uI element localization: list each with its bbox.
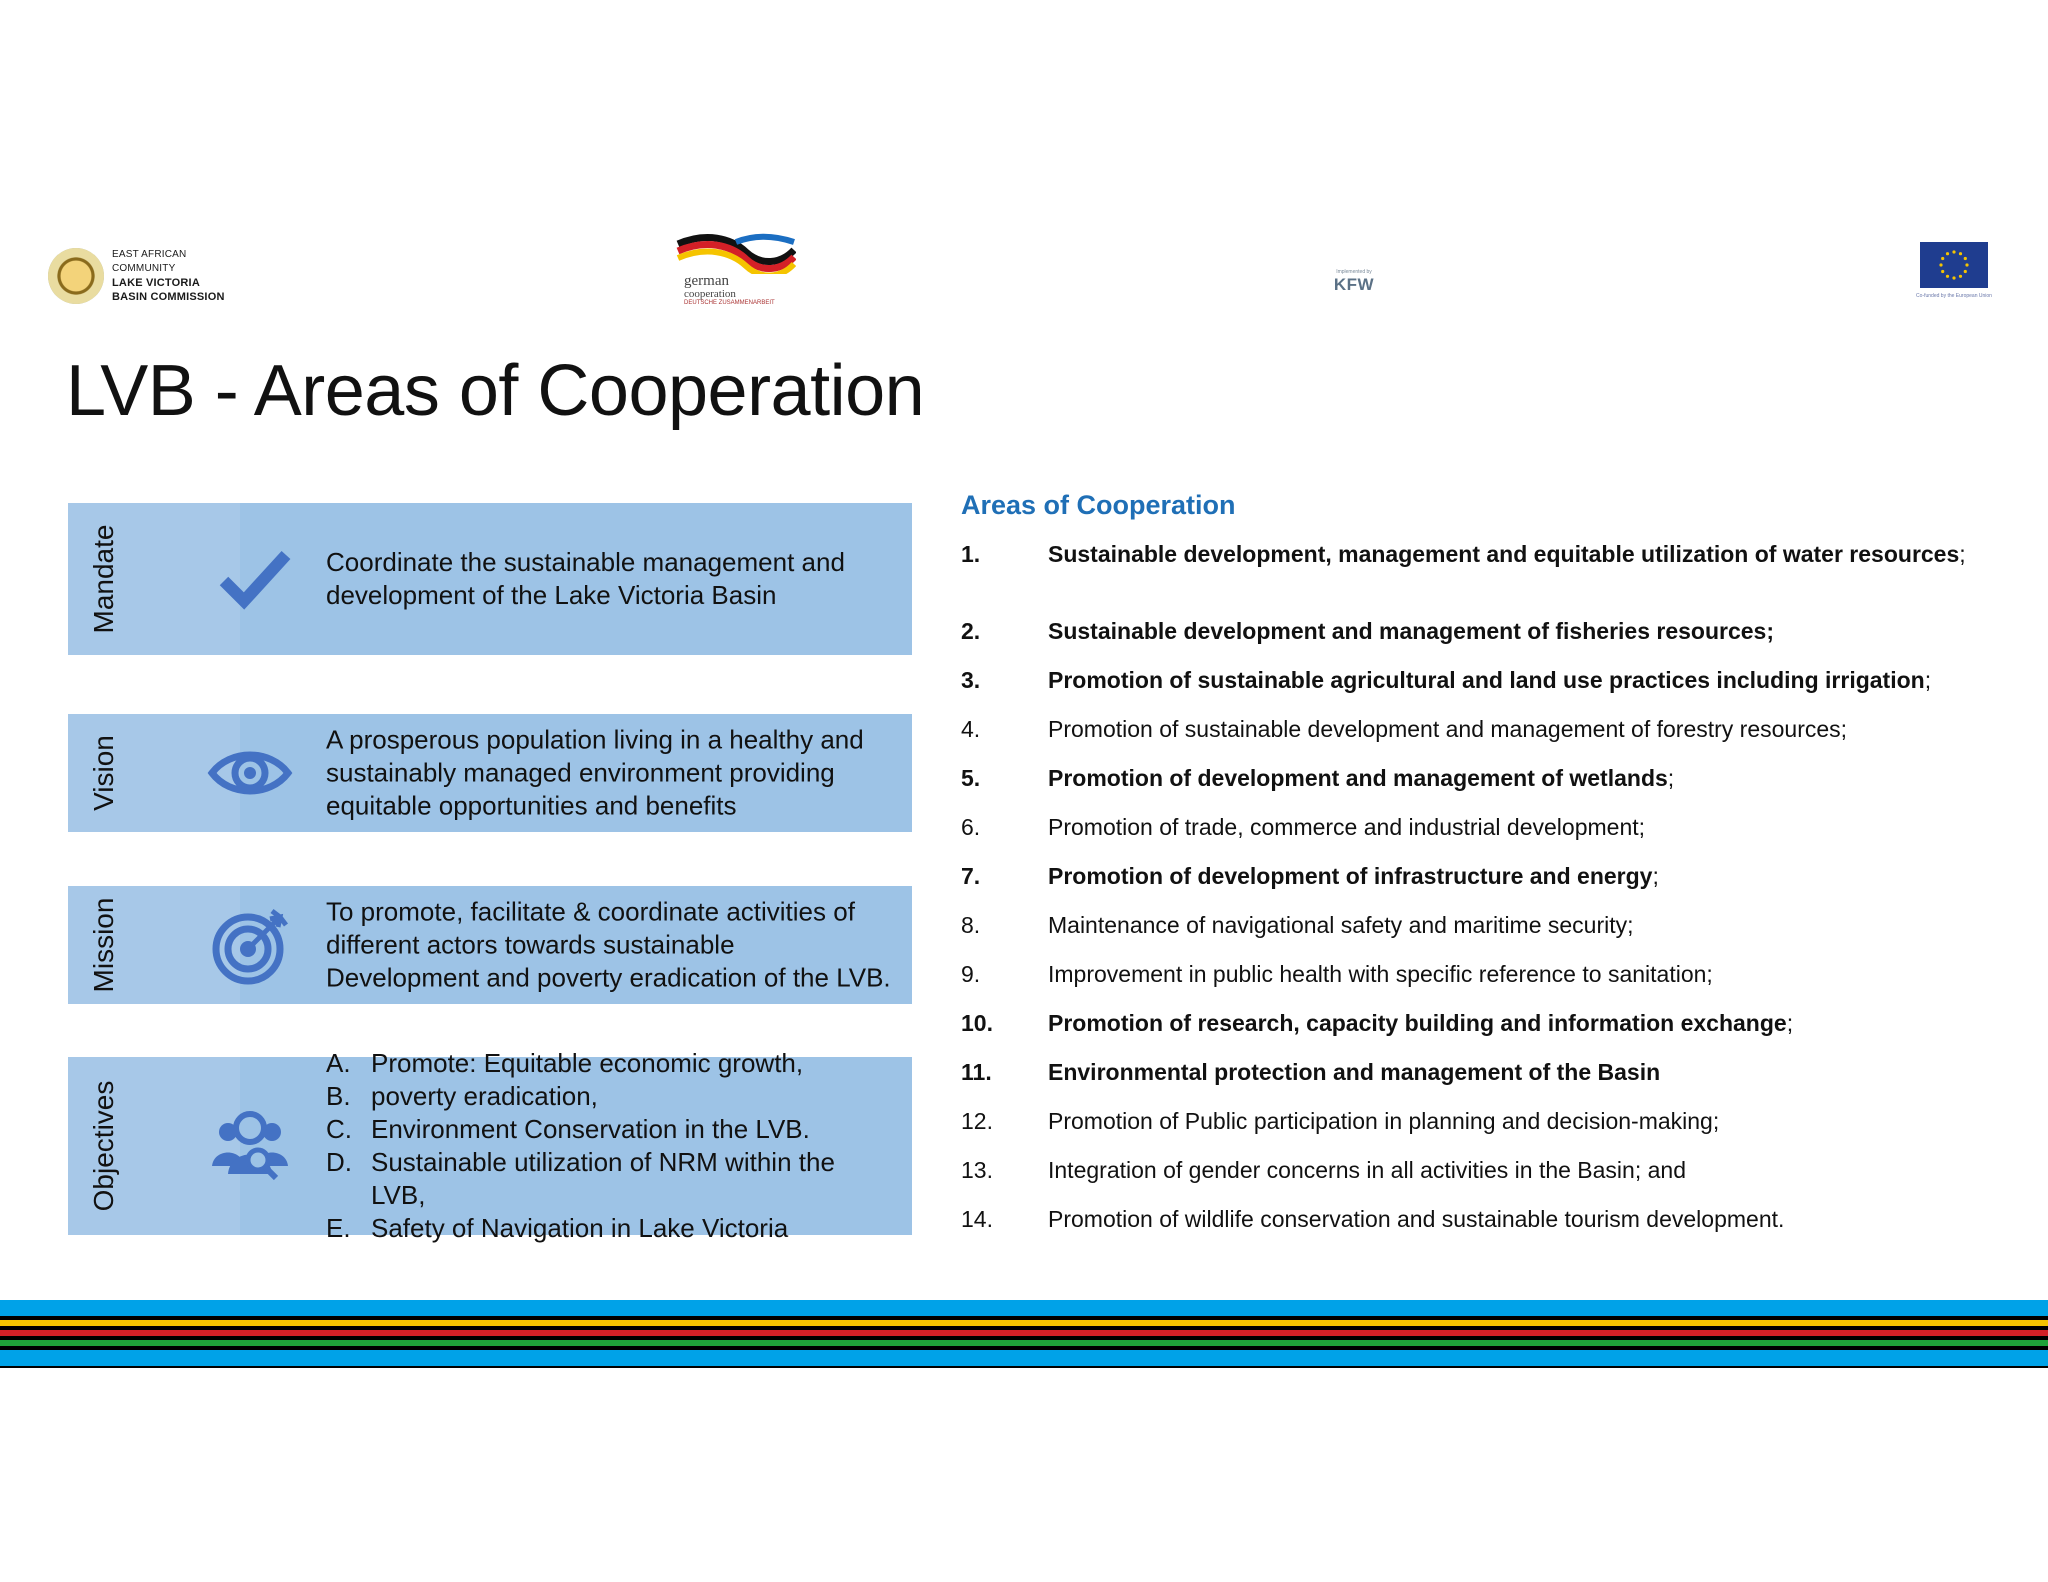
checkmark-icon xyxy=(212,537,296,621)
area-item: 8. Maintenance of navigational safety and maritime security; xyxy=(961,912,1634,938)
objectives-list xyxy=(326,1047,892,1245)
kfw-logo: Implemented by KFW xyxy=(1333,269,1375,294)
german-flag-wave-icon xyxy=(676,230,796,274)
objective-item: E. Safety of Navigation in Lake Victoria xyxy=(326,1213,789,1243)
vision-text: A prosperous population living in a healthy and sustainably managed environment providing equitable opportunities and benefits xyxy=(326,724,864,821)
objectives-text xyxy=(326,1047,892,1245)
lvbc-seal-icon xyxy=(48,248,104,304)
mandate-text: Coordinate the sustainable management and development of the Lake Victoria Basin xyxy=(326,547,845,610)
mission-text: To promote, facilitate & coordinate activities of different actors towards sustainable Development and poverty eradication of the LVB. xyxy=(326,896,891,993)
area-item: 13. Integration of gender concerns in all activities in the Basin; and xyxy=(961,1157,1686,1183)
area-item: 9. Improvement in public health with specific reference to sanitation; xyxy=(961,961,1713,987)
area-item: 10. Promotion of research, capacity building and information exchange; xyxy=(961,1010,1794,1036)
objective-item: C. Environment Conservation in the LVB. xyxy=(326,1114,810,1144)
eac-color-stripes xyxy=(0,1300,2048,1368)
area-item: 12. Promotion of Public participation in planning and decision-making; xyxy=(961,1108,1720,1134)
area-item: 11. Environmental protection and management of the Basin xyxy=(961,1059,1661,1085)
objective-item: A. Promote: Equitable economic growth, xyxy=(326,1048,804,1078)
area-item: 3. Promotion of sustainable agricultural and land use practices including irrigation; xyxy=(961,667,1932,693)
eu-flag-icon xyxy=(1920,242,1988,288)
area-item: 1. Sustainable development, management and equitable utilization of water resources; xyxy=(961,541,1966,567)
team-search-icon xyxy=(208,1104,292,1188)
area-item: 7. Promotion of development of infrastructure and energy; xyxy=(961,863,1659,889)
stripe-black xyxy=(0,1366,2048,1368)
area-item: 6. Promotion of trade, commerce and industrial development; xyxy=(961,814,1646,840)
german-cooperation-logo: german cooperation DEUTSCHE ZUSAMMENARBEIT xyxy=(676,230,804,318)
page-title: LVB - Areas of Cooperation xyxy=(66,351,925,431)
lvbc-logo xyxy=(48,244,240,308)
stripe-blue xyxy=(0,1350,2048,1366)
areas-heading: Areas of Cooperation xyxy=(961,490,1236,520)
target-icon xyxy=(208,903,292,987)
area-item: 2. Sustainable development and management of fisheries resources; xyxy=(961,618,1774,644)
objective-item: B. poverty eradication, xyxy=(326,1081,598,1111)
area-item: 4. Promotion of sustainable development and management of forestry resources; xyxy=(961,716,1848,742)
eye-icon xyxy=(204,731,296,815)
mission-card: Mission To promote, facilitate & coordinate activities of different actors towards sustainable Development and poverty eradication of the LVB. xyxy=(68,886,912,1004)
area-item: 14. Promotion of wildlife conservation and sustainable tourism development. xyxy=(961,1206,1785,1232)
mandate-card: Mandate Coordinate the sustainable management and development of the Lake Victoria Basin xyxy=(68,503,912,655)
eu-logo: Co-funded by the European Union xyxy=(1912,242,1996,308)
area-item: 5. Promotion of development and management of wetlands; xyxy=(961,765,1675,791)
stripe-blue xyxy=(0,1300,2048,1316)
lvbc-logo-text: EAST AFRICAN COMMUNITY LAKE VICTORIA BASIN COMMISSION xyxy=(112,249,225,303)
objectives-card: Objectives A. Promote: Equitable economic growth, B. poverty eradication, C. Environment Conservation in the LVB. D. Sustainable utilization of NRM within the LVB, E. Safety of Navigation in Lake Victoria xyxy=(68,1057,912,1235)
objective-item: D. Sustainable utilization of NRM within the LVB, xyxy=(326,1147,835,1210)
vision-card: Vision A prosperous population living in a healthy and sustainably managed environment providing equitable opportunities and benefits xyxy=(68,714,912,832)
